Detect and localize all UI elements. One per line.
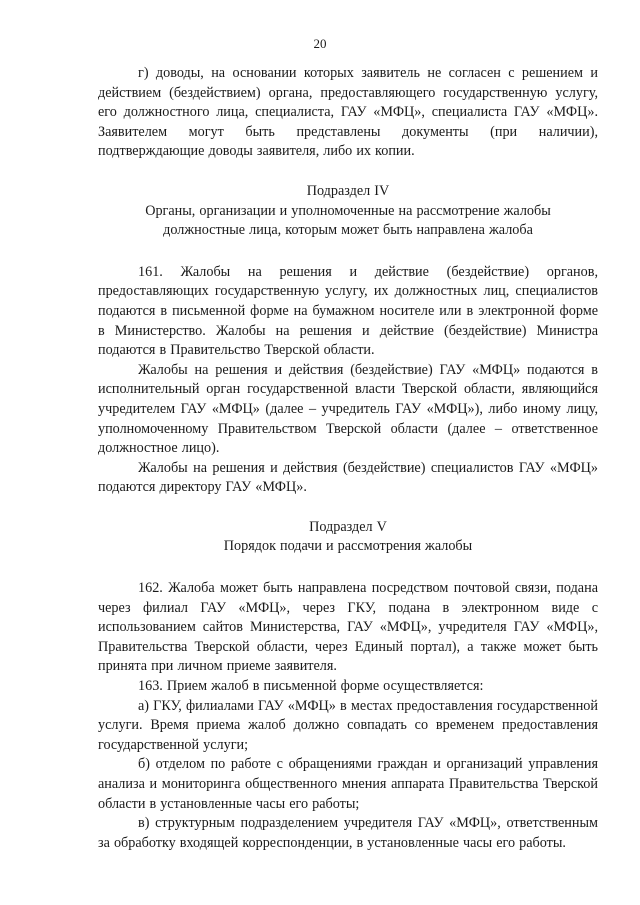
list-item-b: б) отделом по работе с обращениями граждан и организаций управления анализа и мониторинга общественного мнения аппарата Правительства Тверской области в установленные часы его работы; (98, 756, 598, 812)
subsection-5 (98, 518, 598, 854)
paragraph-162: 162. Жалоба может быть направлена посредством почтовой связи, подана через филиал ГАУ «МФЦ», через ГКУ, подана в электронном виде с использованием сайтов Министерства, ГАУ «МФЦ», учредителя ГАУ «МФЦ», Правительства Тверской области, через Единый портал), а также может быть принята при личном приеме заявителя. (98, 580, 598, 675)
subsection-4-label: Подраздел IV (306, 182, 390, 199)
subsection-5-title: Порядок подачи и рассмотрения жалобы (223, 538, 473, 555)
paragraph-161: 161. Жалобы на решения и действие (бездействие) органов, предоставляющих государственную услугу, их должностных лиц, специалистов подаются в письменной форме на бумажном носителе или в электронной форме в Министерство. Жалобы на решения и действие (бездействие) Министра подаются в Правительство Тверской области. (98, 263, 598, 359)
list-item-a: а) ГКУ, филиалами ГАУ «МФЦ» в местах предоставления государственной услуги. Время приема жалоб должно совпадать со временем предоставления государственной услуги; (98, 697, 598, 753)
subsection-4-title-line-1: Органы, организации и уполномоченные на рассмотрение жалобы (145, 202, 551, 219)
paragraph-objection-grounds: г) доводы, на основании которых заявитель не согласен с решением и действием (бездействием) органа, предоставляющего государственную услугу, его должностного лица, специалиста, ГАУ «МФЦ», специалиста ГАУ «МФЦ». Заявителем могут быть представлены документы (при наличии), подтверждающие доводы заявителя, либо их копии. (98, 65, 598, 160)
paragraph-mfc-complaints: Жалобы на решения и действия (бездействие) ГАУ «МФЦ» подаются в исполнительный орган государственной власти Тверской области, являющийся учредителем ГАУ «МФЦ» (далее – учредитель ГАУ «МФЦ»), либо иному лицу, уполномоченному Правительством Тверской области (далее – ответственное должностное лицо). (98, 361, 598, 457)
subsection-5-label: Подраздел V (309, 518, 387, 535)
subsection-4-title-line-2: должностные лица, которым может быть направлена жалоба (163, 222, 533, 239)
page-number: 20 (313, 36, 327, 51)
subsection-4 (98, 182, 598, 498)
paragraph-163: 163. Прием жалоб в письменной форме осуществляется: (138, 678, 484, 695)
list-item-c: в) структурным подразделением учредителя ГАУ «МФЦ», ответственным за обработку входящей корреспонденции, в установленные часы его работы. (98, 815, 598, 851)
paragraph-mfc-specialists-complaints: Жалобы на решения и действия (бездействие) специалистов ГАУ «МФЦ» подаются директору ГАУ «МФЦ». (98, 459, 598, 496)
document-body (98, 64, 598, 853)
